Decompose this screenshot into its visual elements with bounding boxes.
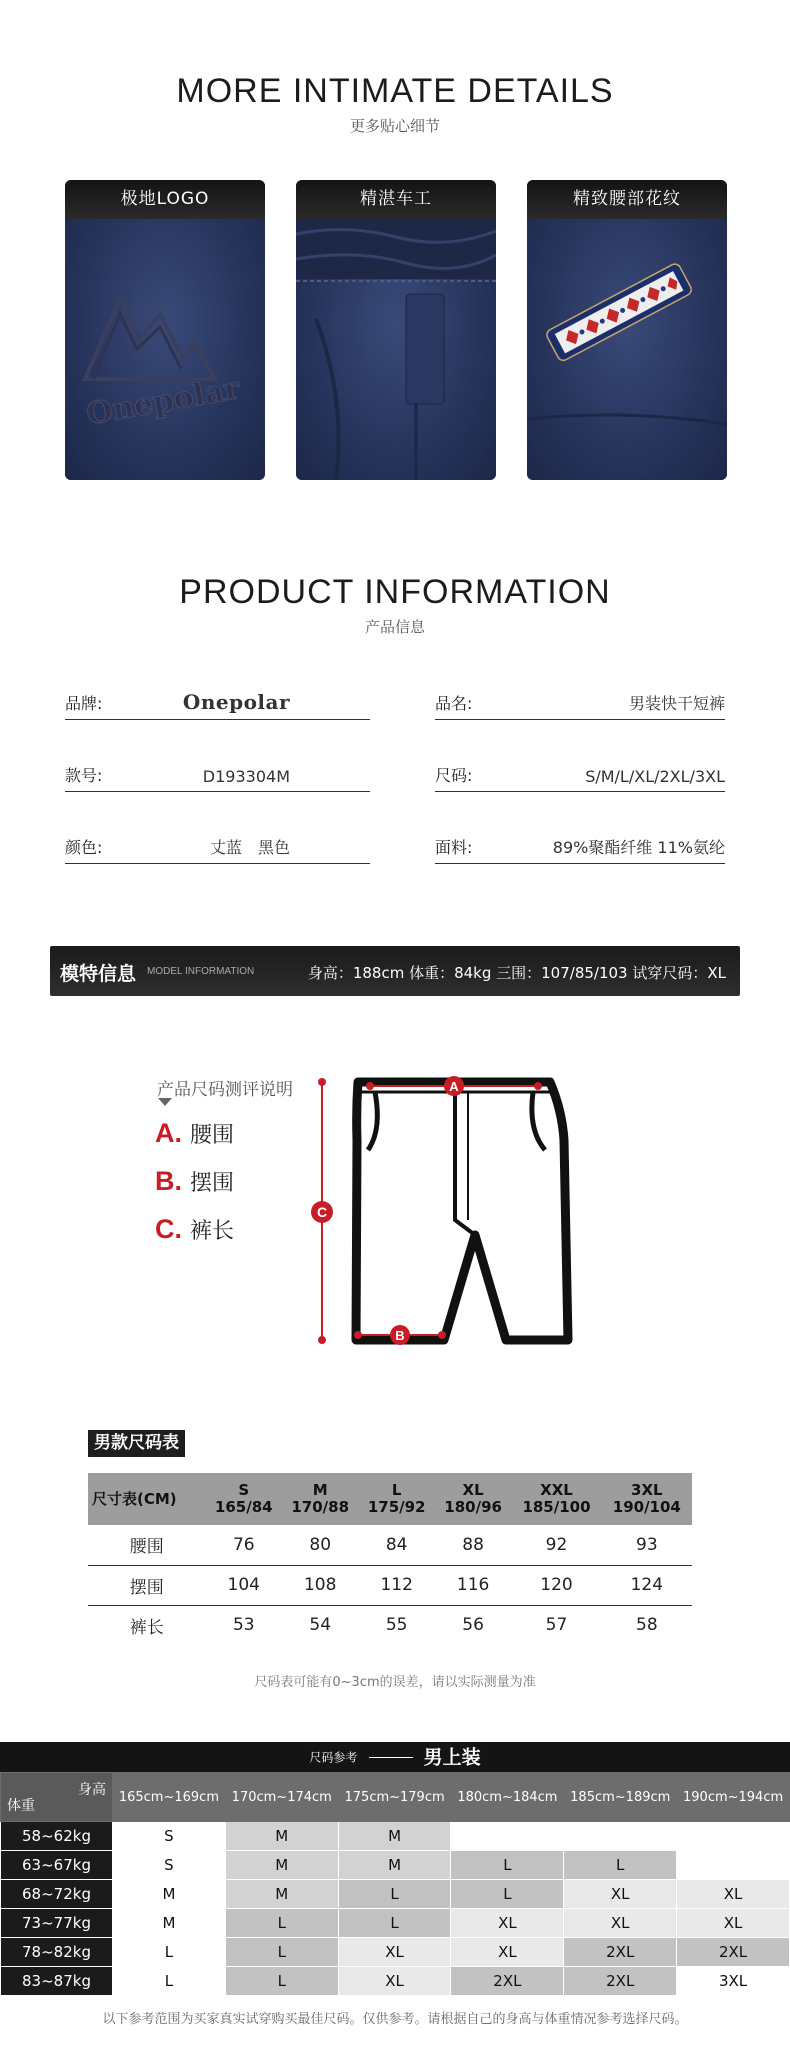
size-cell: S bbox=[113, 1851, 226, 1880]
color-value: 丈蓝 黑色 bbox=[209, 838, 290, 857]
size-cell: 2XL bbox=[564, 1967, 677, 1996]
name-value: 男装快干短裤 bbox=[628, 694, 725, 713]
legend-text: 腰围 bbox=[190, 1123, 235, 1148]
table-cell: 93 bbox=[602, 1525, 692, 1565]
height-header: 170cm~174cm bbox=[225, 1773, 338, 1822]
size-cell: M bbox=[225, 1851, 338, 1880]
fabric-field bbox=[435, 834, 725, 864]
table-row bbox=[1, 1851, 790, 1880]
table-cell: 124 bbox=[602, 1565, 692, 1605]
size-cell bbox=[564, 1822, 677, 1851]
sku-value: D193304M bbox=[202, 767, 290, 786]
shorts-diagram bbox=[300, 1070, 580, 1350]
product-info bbox=[65, 690, 725, 906]
size-cell: M bbox=[113, 1880, 226, 1909]
brand-value: Onepolar bbox=[182, 690, 290, 714]
size-cell: S bbox=[113, 1822, 226, 1851]
waistband-image bbox=[296, 219, 496, 480]
table-cell: 57 bbox=[545, 1615, 568, 1636]
table-cell: 56 bbox=[462, 1615, 484, 1636]
weight-label: 83~87kg bbox=[1, 1967, 113, 1996]
reference-head-big: 男上装 bbox=[423, 1746, 481, 1769]
row-label: 摆围 bbox=[88, 1565, 206, 1605]
size-table-tag: 男款尺码表 bbox=[88, 1430, 185, 1457]
size-header: 3XL 190/104 bbox=[602, 1473, 692, 1525]
size-header: S 165/84 bbox=[206, 1473, 282, 1525]
measure-title: 产品尺码测评说明 bbox=[157, 1080, 293, 1100]
corner-height-label: 身高 bbox=[78, 1782, 106, 1798]
height-header: 165cm~169cm bbox=[113, 1773, 226, 1822]
size-cell: M bbox=[338, 1822, 451, 1851]
size-value: S/M/L/XL/2XL/3XL bbox=[585, 767, 725, 786]
size-header-first: 尺寸表(CM) bbox=[88, 1473, 206, 1525]
size-cell: L bbox=[451, 1851, 564, 1880]
model-stats: 身高：188cm 体重：84kg 三围：107/85/103 试穿尺码：XL bbox=[307, 964, 726, 982]
mark-c-label: C bbox=[316, 1204, 328, 1220]
size-table-note: 尺码表可能有0~3cm的误差，请以实际测量为准 bbox=[254, 1675, 536, 1690]
table-cell: 55 bbox=[385, 1615, 408, 1636]
stitching-photo bbox=[296, 219, 496, 480]
size-cell bbox=[451, 1822, 564, 1851]
legend-letter: C. bbox=[155, 1214, 182, 1244]
product-title-en: PRODUCT INFORMATION bbox=[179, 573, 611, 611]
legend-text: 摆围 bbox=[190, 1171, 235, 1196]
table-row bbox=[1, 1938, 790, 1967]
table-cell: 53 bbox=[232, 1615, 255, 1636]
table-row bbox=[88, 1525, 692, 1565]
pattern-photo bbox=[527, 219, 727, 480]
info-row bbox=[65, 834, 725, 906]
size-cell: M bbox=[338, 1851, 451, 1880]
info-row bbox=[65, 690, 725, 762]
color-field bbox=[65, 834, 370, 864]
detail-card-pattern bbox=[527, 180, 727, 480]
size-cell bbox=[677, 1822, 790, 1851]
table-row bbox=[1, 1909, 790, 1938]
logo-text: Onepolar bbox=[83, 371, 243, 433]
table-row bbox=[1, 1880, 790, 1909]
legend-letter: B. bbox=[155, 1166, 182, 1196]
table-cell: 80 bbox=[282, 1525, 358, 1565]
size-cell: 3XL bbox=[677, 1967, 790, 1996]
table-cell: 76 bbox=[206, 1525, 282, 1565]
reference-corner bbox=[1, 1773, 113, 1822]
size-cell: L bbox=[113, 1938, 226, 1967]
table-cell: 112 bbox=[358, 1565, 434, 1605]
sku-field bbox=[65, 762, 370, 792]
size-cell: L bbox=[225, 1938, 338, 1967]
size-table-header bbox=[88, 1473, 692, 1525]
size-header: XL 180/96 bbox=[435, 1473, 511, 1525]
row-label: 腰围 bbox=[88, 1525, 206, 1565]
size-cell: XL bbox=[564, 1880, 677, 1909]
table-cell: 58 bbox=[636, 1615, 658, 1636]
brand-key: 品牌: bbox=[65, 694, 103, 713]
model-label-en: MODEL INFORMATION bbox=[147, 966, 255, 977]
table-cell: 108 bbox=[282, 1565, 358, 1605]
size-cell: 2XL bbox=[451, 1967, 564, 1996]
size-cell: 2XL bbox=[677, 1938, 790, 1967]
color-key: 颜色: bbox=[65, 838, 103, 857]
size-cell: L bbox=[338, 1880, 451, 1909]
size-cell: XL bbox=[451, 1909, 564, 1938]
height-header: 180cm~184cm bbox=[451, 1773, 564, 1822]
size-cell: XL bbox=[677, 1909, 790, 1938]
logo-photo bbox=[65, 219, 265, 480]
weight-label: 73~77kg bbox=[1, 1909, 113, 1938]
table-cell: 88 bbox=[435, 1525, 511, 1565]
table-row bbox=[1, 1822, 790, 1851]
detail-card-stitching bbox=[296, 180, 496, 480]
reference-header bbox=[0, 1742, 790, 1772]
size-cell: M bbox=[225, 1880, 338, 1909]
size-header: M 170/88 bbox=[282, 1473, 358, 1525]
reference-table bbox=[0, 1772, 790, 1996]
height-header: 175cm~179cm bbox=[338, 1773, 451, 1822]
legend-text: 裤长 bbox=[190, 1219, 235, 1244]
size-cell: XL bbox=[677, 1880, 790, 1909]
fabric-value: 89%聚酯纤维 11%氨纶 bbox=[552, 838, 725, 857]
row-label: 裤长 bbox=[129, 1617, 164, 1638]
legend-length bbox=[155, 1214, 234, 1245]
details-title bbox=[0, 72, 790, 136]
weight-label: 68~72kg bbox=[1, 1880, 113, 1909]
divider bbox=[369, 1757, 413, 1758]
fabric-key: 面料: bbox=[435, 838, 473, 857]
size-cell: M bbox=[225, 1822, 338, 1851]
size-table bbox=[88, 1473, 692, 1645]
size-cell: XL bbox=[338, 1938, 451, 1967]
caret-down-icon bbox=[158, 1098, 172, 1106]
model-label: 模特信息 bbox=[60, 963, 137, 985]
size-cell: XL bbox=[338, 1967, 451, 1996]
size-cell: XL bbox=[451, 1938, 564, 1967]
detail-card-logo bbox=[65, 180, 265, 480]
size-cell: L bbox=[564, 1851, 677, 1880]
reference-note: 以下参考范围为买家真实试穿购买最佳尺码。仅供参考。请根据自己的身高与体重情况参考选择尺码。 bbox=[102, 2012, 688, 2027]
legend-waist bbox=[155, 1118, 234, 1149]
size-field bbox=[435, 762, 725, 792]
table-cell: 104 bbox=[206, 1565, 282, 1605]
size-cell: M bbox=[113, 1909, 226, 1938]
sku-key: 款号: bbox=[65, 766, 103, 785]
detail-card-label: 精湛车工 bbox=[296, 180, 496, 219]
detail-cards bbox=[65, 180, 727, 480]
reference-header-row bbox=[1, 1773, 790, 1822]
weight-label: 58~62kg bbox=[1, 1822, 113, 1851]
weight-label: 63~67kg bbox=[1, 1851, 113, 1880]
table-row bbox=[88, 1605, 692, 1645]
size-cell: L bbox=[225, 1909, 338, 1938]
brand-field bbox=[65, 690, 370, 720]
table-row bbox=[88, 1565, 692, 1605]
table-cell: 120 bbox=[511, 1565, 601, 1605]
embroidered-logo-image bbox=[65, 219, 265, 480]
size-cell: 2XL bbox=[564, 1938, 677, 1967]
table-cell: 54 bbox=[309, 1615, 332, 1636]
legend-hem bbox=[155, 1166, 234, 1197]
size-header: L 175/92 bbox=[358, 1473, 434, 1525]
size-key: 尺码: bbox=[435, 766, 473, 785]
name-key: 品名: bbox=[435, 694, 473, 713]
table-cell: 116 bbox=[435, 1565, 511, 1605]
height-header: 190cm~194cm bbox=[677, 1773, 790, 1822]
reference-head-small: 尺码参考 bbox=[309, 1750, 358, 1765]
table-cell: 84 bbox=[358, 1525, 434, 1565]
product-title bbox=[0, 573, 790, 637]
size-cell: L bbox=[451, 1880, 564, 1909]
name-field bbox=[435, 690, 725, 720]
details-title-cn: 更多贴心细节 bbox=[349, 117, 440, 135]
info-row bbox=[65, 762, 725, 834]
model-info-bar bbox=[50, 946, 740, 996]
size-cell: L bbox=[338, 1909, 451, 1938]
mark-b-label: B bbox=[395, 1328, 405, 1343]
size-cell: L bbox=[225, 1967, 338, 1996]
size-cell: L bbox=[113, 1967, 226, 1996]
mark-a-label: A bbox=[449, 1079, 459, 1094]
height-header: 185cm~189cm bbox=[564, 1773, 677, 1822]
details-title-en: MORE INTIMATE DETAILS bbox=[176, 72, 614, 110]
table-row bbox=[1, 1967, 790, 1996]
size-cell: XL bbox=[564, 1909, 677, 1938]
legend-letter: A. bbox=[155, 1118, 182, 1148]
pattern-tape-image bbox=[527, 219, 727, 480]
product-title-cn: 产品信息 bbox=[364, 618, 425, 636]
weight-label: 78~82kg bbox=[1, 1938, 113, 1967]
detail-card-label: 精致腰部花纹 bbox=[527, 180, 727, 219]
corner-weight-label: 体重 bbox=[7, 1798, 35, 1814]
size-header: XXL 185/100 bbox=[511, 1473, 601, 1525]
size-cell bbox=[677, 1851, 790, 1880]
detail-card-label: 极地LOGO bbox=[65, 180, 265, 219]
table-cell: 92 bbox=[511, 1525, 601, 1565]
